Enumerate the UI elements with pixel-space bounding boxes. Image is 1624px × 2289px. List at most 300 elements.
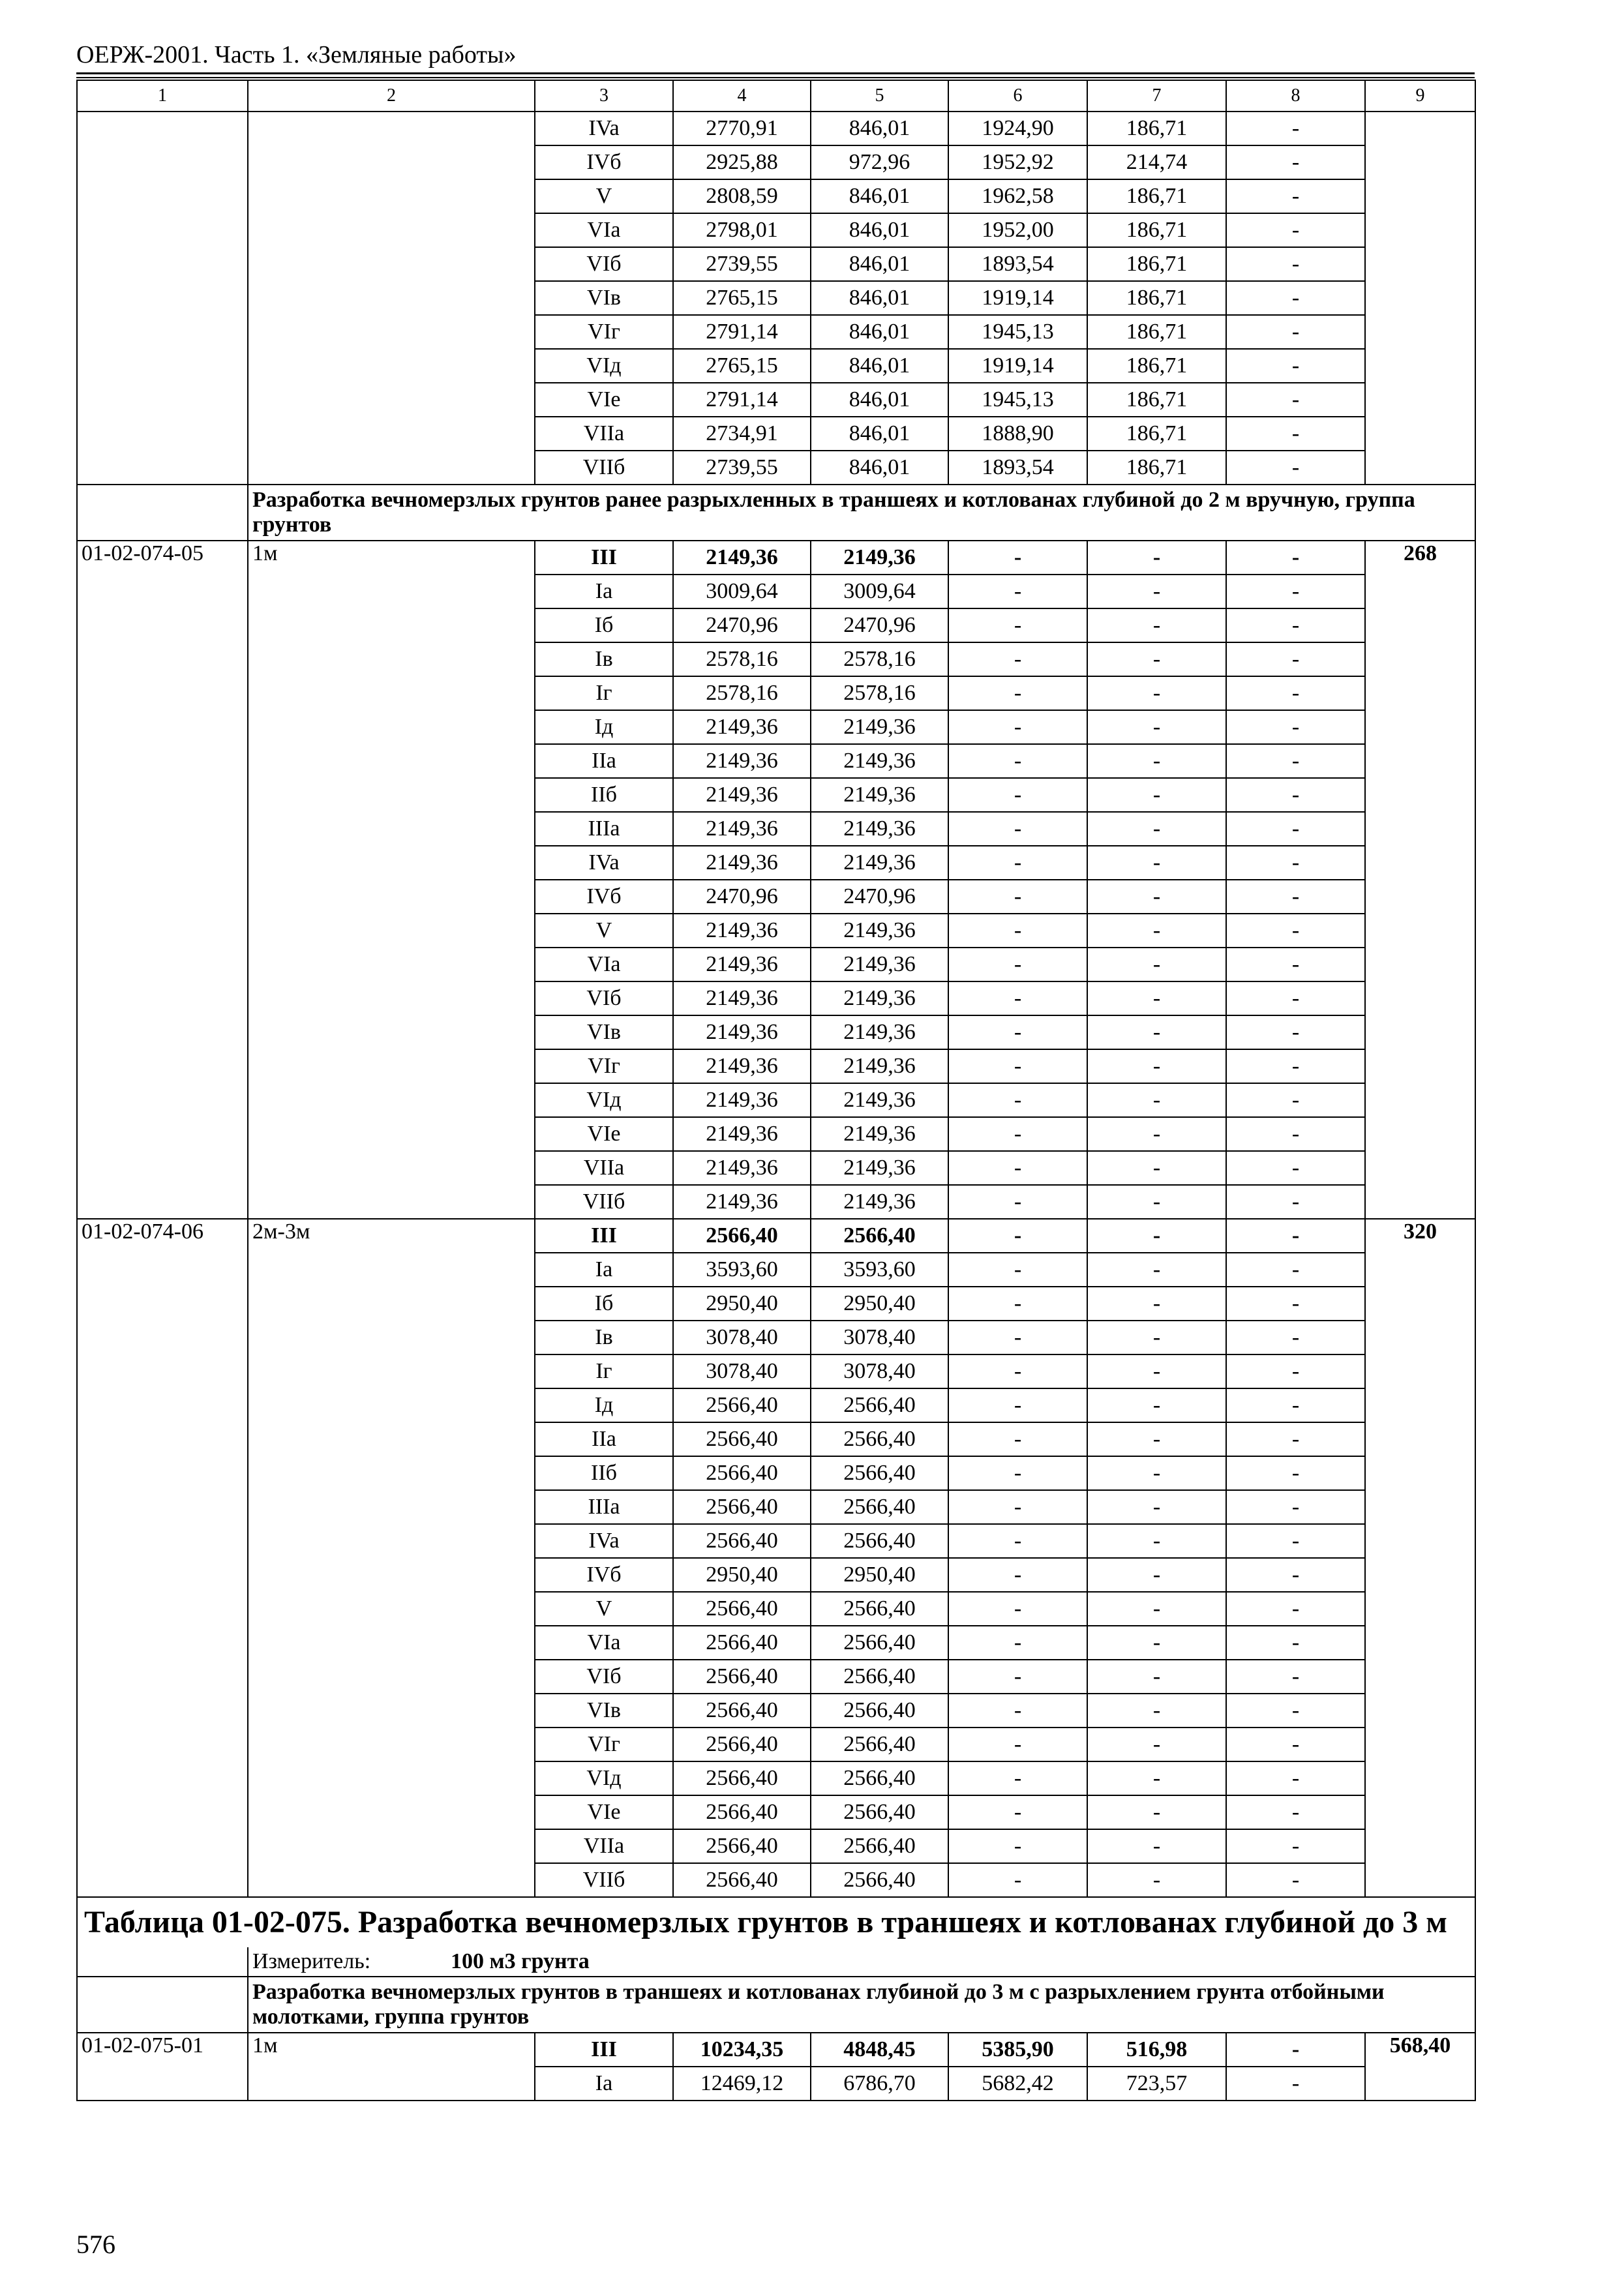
value-cell: - xyxy=(948,1185,1087,1219)
table-title: Таблица 01-02-075. Разработка вечномерзлых грунтов в траншеях и котлованах глубиной до 3 м xyxy=(77,1897,1475,1947)
value-cell: 2149,36 xyxy=(673,1185,811,1219)
value-cell: 2149,36 xyxy=(811,812,948,846)
value-cell: 2566,40 xyxy=(811,1219,948,1253)
running-header: ОЕРЖ-2001. Часть 1. «Земляные работы» xyxy=(76,41,517,68)
value-cell: 2566,40 xyxy=(673,1660,811,1694)
value-cell: 2950,40 xyxy=(811,1287,948,1321)
soil-group: Iд xyxy=(535,710,673,744)
value-cell: - xyxy=(1087,1321,1226,1354)
column-number: 7 xyxy=(1087,80,1226,112)
value-cell: 1952,92 xyxy=(948,145,1087,179)
value-cell: - xyxy=(1226,1694,1365,1728)
value-cell: 3593,60 xyxy=(811,1253,948,1287)
value-cell: 972,96 xyxy=(811,145,948,179)
value-cell: - xyxy=(1087,1388,1226,1422)
value-cell: - xyxy=(1226,880,1365,914)
value-cell: 2149,36 xyxy=(673,1083,811,1117)
value-cell: 2149,36 xyxy=(673,1117,811,1151)
value-cell: - xyxy=(1087,1490,1226,1524)
value-cell: - xyxy=(948,812,1087,846)
value-cell: - xyxy=(1226,1660,1365,1694)
value-cell: 10234,35 xyxy=(673,2033,811,2067)
value-cell: - xyxy=(1087,1422,1226,1456)
value-cell: - xyxy=(948,575,1087,608)
value-cell: - xyxy=(948,846,1087,880)
value-cell: 2149,36 xyxy=(673,914,811,948)
value-cell: - xyxy=(1087,880,1226,914)
soil-group: VIг xyxy=(535,1728,673,1761)
value-cell: 2566,40 xyxy=(811,1456,948,1490)
soil-group: IVб xyxy=(535,880,673,914)
value-cell: - xyxy=(948,1049,1087,1083)
value-cell: - xyxy=(1087,1626,1226,1660)
value-cell: 2925,88 xyxy=(673,145,811,179)
soil-group: VIв xyxy=(535,281,673,315)
value-cell: - xyxy=(948,1524,1087,1558)
soil-group: VIa xyxy=(535,948,673,981)
value-cell: - xyxy=(1226,451,1365,485)
value-cell: 846,01 xyxy=(811,451,948,485)
column-number-row xyxy=(77,80,1475,112)
soil-group: IVa xyxy=(535,1524,673,1558)
value-cell: - xyxy=(1087,541,1226,575)
value-cell: 846,01 xyxy=(811,112,948,145)
value-cell: 2566,40 xyxy=(811,1592,948,1626)
value-cell: - xyxy=(1226,1049,1365,1083)
value-cell: 2149,36 xyxy=(673,778,811,812)
soil-group: Ia xyxy=(535,2067,673,2101)
value-cell: - xyxy=(1226,642,1365,676)
section-title: Разработка вечномерзлых грунтов ранее разрыхленных в траншеях и котлованах глубиной до 2 м вручную, группа грунтов xyxy=(248,485,1475,541)
value-cell: - xyxy=(948,1354,1087,1388)
value-cell: 186,71 xyxy=(1087,349,1226,383)
column-number: 3 xyxy=(535,80,673,112)
value-cell: - xyxy=(1226,846,1365,880)
value-cell: 2808,59 xyxy=(673,179,811,213)
value-cell: - xyxy=(1226,676,1365,710)
value-cell: - xyxy=(1226,575,1365,608)
value-cell: - xyxy=(1087,1558,1226,1592)
value-cell: 3009,64 xyxy=(811,575,948,608)
value-cell: 2149,36 xyxy=(811,541,948,575)
value-cell: - xyxy=(948,608,1087,642)
value-cell: 2578,16 xyxy=(673,676,811,710)
rate-code: 01-02-074-05 xyxy=(77,541,248,1219)
value-cell: 1962,58 xyxy=(948,179,1087,213)
value-cell: 3009,64 xyxy=(673,575,811,608)
column-number: 2 xyxy=(248,80,535,112)
value-cell: - xyxy=(1087,1829,1226,1863)
page-number: 576 xyxy=(76,2230,115,2259)
col9-value xyxy=(1365,112,1475,485)
soil-group: IIIa xyxy=(535,812,673,846)
soil-group: VIб xyxy=(535,1660,673,1694)
value-cell: 2149,36 xyxy=(811,1151,948,1185)
header-rule xyxy=(76,72,1475,74)
value-cell: - xyxy=(948,1117,1087,1151)
value-cell: 186,71 xyxy=(1087,179,1226,213)
value-cell: 2149,36 xyxy=(673,948,811,981)
soil-group: Iг xyxy=(535,676,673,710)
soil-group: VIг xyxy=(535,315,673,349)
value-cell: - xyxy=(1087,1219,1226,1253)
value-cell: 2149,36 xyxy=(811,948,948,981)
value-cell: 186,71 xyxy=(1087,417,1226,451)
value-cell: - xyxy=(1226,1151,1365,1185)
rate-name: 1м xyxy=(248,2033,535,2101)
value-cell: 2566,40 xyxy=(811,1694,948,1728)
price-table xyxy=(76,80,1476,2101)
value-cell: - xyxy=(1226,1524,1365,1558)
value-cell: 2149,36 xyxy=(811,778,948,812)
soil-group: Iг xyxy=(535,1354,673,1388)
soil-group: Iб xyxy=(535,608,673,642)
value-cell: - xyxy=(1087,1795,1226,1829)
value-cell: - xyxy=(1226,247,1365,281)
value-cell: 5682,42 xyxy=(948,2067,1087,2101)
soil-group: VIIб xyxy=(535,1863,673,1897)
value-cell: - xyxy=(948,914,1087,948)
value-cell: 3078,40 xyxy=(673,1354,811,1388)
value-cell: - xyxy=(1226,1456,1365,1490)
column-number: 6 xyxy=(948,80,1087,112)
value-cell: - xyxy=(1087,642,1226,676)
soil-group: VIe xyxy=(535,1795,673,1829)
value-cell: - xyxy=(1087,1049,1226,1083)
soil-group: VIIб xyxy=(535,451,673,485)
value-cell: - xyxy=(1087,1592,1226,1626)
value-cell: 214,74 xyxy=(1087,145,1226,179)
value-cell: 2566,40 xyxy=(811,1388,948,1422)
value-cell: - xyxy=(1087,608,1226,642)
value-cell: 186,71 xyxy=(1087,247,1226,281)
value-cell: 2149,36 xyxy=(811,981,948,1015)
value-cell: - xyxy=(1087,948,1226,981)
value-cell: 2950,40 xyxy=(673,1287,811,1321)
value-cell: 1924,90 xyxy=(948,112,1087,145)
value-cell: 2149,36 xyxy=(673,981,811,1015)
value-cell: 2149,36 xyxy=(673,1049,811,1083)
value-cell: - xyxy=(1087,1117,1226,1151)
table-body xyxy=(77,80,1475,2101)
value-cell: - xyxy=(948,1490,1087,1524)
value-cell: 2149,36 xyxy=(811,1117,948,1151)
value-cell: 2566,40 xyxy=(673,1592,811,1626)
value-cell: - xyxy=(1226,1354,1365,1388)
value-cell: 2950,40 xyxy=(673,1558,811,1592)
value-cell: 2566,40 xyxy=(811,1490,948,1524)
value-cell: - xyxy=(1226,1558,1365,1592)
value-cell: 2770,91 xyxy=(673,112,811,145)
soil-group: VIг xyxy=(535,1049,673,1083)
soil-group: VIд xyxy=(535,1083,673,1117)
value-cell: 2149,36 xyxy=(673,541,811,575)
value-cell: 2149,36 xyxy=(811,1185,948,1219)
value-cell: - xyxy=(1087,1083,1226,1117)
measure-row xyxy=(77,1947,1475,1977)
value-cell: - xyxy=(948,1456,1087,1490)
value-cell: - xyxy=(1226,1287,1365,1321)
table-row xyxy=(77,2033,1475,2067)
value-cell: 2739,55 xyxy=(673,247,811,281)
value-cell: - xyxy=(948,1151,1087,1185)
soil-group: Ia xyxy=(535,1253,673,1287)
value-cell: 2566,40 xyxy=(673,1694,811,1728)
value-cell: 2566,40 xyxy=(811,1422,948,1456)
soil-group: VIa xyxy=(535,213,673,247)
soil-group: VIIa xyxy=(535,1151,673,1185)
soil-group: Iб xyxy=(535,1287,673,1321)
value-cell: 2765,15 xyxy=(673,281,811,315)
value-cell: - xyxy=(948,1558,1087,1592)
value-cell: - xyxy=(1226,145,1365,179)
value-cell: - xyxy=(1226,914,1365,948)
value-cell: - xyxy=(948,1829,1087,1863)
value-cell: 846,01 xyxy=(811,179,948,213)
value-cell: - xyxy=(1087,846,1226,880)
value-cell: 3593,60 xyxy=(673,1253,811,1287)
value-cell: - xyxy=(1226,1185,1365,1219)
value-cell: - xyxy=(1226,417,1365,451)
value-cell: 1919,14 xyxy=(948,349,1087,383)
value-cell: 3078,40 xyxy=(811,1354,948,1388)
value-cell: 2566,40 xyxy=(673,1388,811,1422)
soil-group: VIa xyxy=(535,1626,673,1660)
col9-value: 568,40 xyxy=(1365,2033,1475,2101)
value-cell: 186,71 xyxy=(1087,213,1226,247)
value-cell: 2566,40 xyxy=(673,1456,811,1490)
value-cell: 2578,16 xyxy=(673,642,811,676)
value-cell: - xyxy=(1226,608,1365,642)
section-title: Разработка вечномерзлых грунтов в траншеях и котлованах глубиной до 3 м с разрыхлением грунта отбойными молотками, группа грунтов xyxy=(248,1977,1475,2033)
table-row xyxy=(77,1219,1475,1253)
value-cell: 3078,40 xyxy=(811,1321,948,1354)
soil-group: VIIa xyxy=(535,1829,673,1863)
value-cell: - xyxy=(1226,315,1365,349)
value-cell: - xyxy=(1226,1863,1365,1897)
value-cell: 2470,96 xyxy=(673,880,811,914)
value-cell: - xyxy=(948,981,1087,1015)
value-cell: - xyxy=(1226,1015,1365,1049)
value-cell: 2566,40 xyxy=(673,1524,811,1558)
value-cell: - xyxy=(1226,281,1365,315)
soil-group: Iд xyxy=(535,1388,673,1422)
table-row xyxy=(77,541,1475,575)
soil-group: IIIa xyxy=(535,1490,673,1524)
value-cell: 2739,55 xyxy=(673,451,811,485)
section-row xyxy=(77,1977,1475,2033)
value-cell: 2149,36 xyxy=(673,1015,811,1049)
col9-value: 320 xyxy=(1365,1219,1475,1897)
rate-code: 01-02-074-06 xyxy=(77,1219,248,1897)
rate-name xyxy=(248,112,535,485)
soil-group: IVб xyxy=(535,145,673,179)
soil-group: IVa xyxy=(535,112,673,145)
value-cell: - xyxy=(1226,1253,1365,1287)
soil-group: IIб xyxy=(535,778,673,812)
value-cell: 186,71 xyxy=(1087,315,1226,349)
value-cell: 846,01 xyxy=(811,281,948,315)
value-cell: - xyxy=(1226,710,1365,744)
value-cell: 2566,40 xyxy=(811,1660,948,1694)
soil-group: VIд xyxy=(535,1761,673,1795)
soil-group: VIIб xyxy=(535,1185,673,1219)
soil-group: III xyxy=(535,541,673,575)
value-cell: - xyxy=(1087,1863,1226,1897)
value-cell: 2578,16 xyxy=(811,642,948,676)
value-cell: 846,01 xyxy=(811,247,948,281)
value-cell: 846,01 xyxy=(811,315,948,349)
soil-group: Ia xyxy=(535,575,673,608)
rate-name: 1м xyxy=(248,541,535,1219)
value-cell: - xyxy=(1226,213,1365,247)
value-cell: - xyxy=(948,1253,1087,1287)
value-cell: 5385,90 xyxy=(948,2033,1087,2067)
value-cell: 1893,54 xyxy=(948,451,1087,485)
value-cell: - xyxy=(1226,541,1365,575)
value-cell: 2578,16 xyxy=(811,676,948,710)
soil-group: VIб xyxy=(535,247,673,281)
value-cell: 2566,40 xyxy=(811,1728,948,1761)
column-number: 4 xyxy=(673,80,811,112)
value-cell: 186,71 xyxy=(1087,112,1226,145)
value-cell: 3078,40 xyxy=(673,1321,811,1354)
value-cell: - xyxy=(1087,744,1226,778)
value-cell: 2566,40 xyxy=(673,1728,811,1761)
value-cell: - xyxy=(1087,778,1226,812)
value-cell: 2149,36 xyxy=(673,710,811,744)
value-cell: - xyxy=(1226,1388,1365,1422)
value-cell: - xyxy=(1226,1626,1365,1660)
value-cell: - xyxy=(948,1795,1087,1829)
value-cell: - xyxy=(1226,1795,1365,1829)
value-cell: 2149,36 xyxy=(673,812,811,846)
value-cell: - xyxy=(1087,1660,1226,1694)
soil-group: V xyxy=(535,179,673,213)
soil-group: IIa xyxy=(535,1422,673,1456)
value-cell: - xyxy=(1226,349,1365,383)
value-cell: 2149,36 xyxy=(811,710,948,744)
value-cell: - xyxy=(1087,1185,1226,1219)
value-cell: - xyxy=(1087,914,1226,948)
value-cell: - xyxy=(948,541,1087,575)
value-cell: 1893,54 xyxy=(948,247,1087,281)
value-cell: - xyxy=(1226,1117,1365,1151)
value-cell: - xyxy=(948,744,1087,778)
value-cell: 846,01 xyxy=(811,349,948,383)
table-title-row xyxy=(77,1897,1475,1947)
column-number: 9 xyxy=(1365,80,1475,112)
value-cell: 2470,96 xyxy=(811,880,948,914)
soil-group: III xyxy=(535,2033,673,2067)
value-cell: - xyxy=(1226,1083,1365,1117)
value-cell: 2566,40 xyxy=(673,1422,811,1456)
soil-group: VIe xyxy=(535,1117,673,1151)
soil-group: V xyxy=(535,1592,673,1626)
value-cell: - xyxy=(948,1015,1087,1049)
value-cell: 2566,40 xyxy=(811,1524,948,1558)
value-cell: 2765,15 xyxy=(673,349,811,383)
value-cell: 2470,96 xyxy=(673,608,811,642)
value-cell: 2566,40 xyxy=(673,1829,811,1863)
value-cell: 2950,40 xyxy=(811,1558,948,1592)
value-cell: - xyxy=(1226,1728,1365,1761)
value-cell: 2566,40 xyxy=(673,1219,811,1253)
value-cell: - xyxy=(1087,1456,1226,1490)
soil-group: IIa xyxy=(535,744,673,778)
value-cell: 846,01 xyxy=(811,383,948,417)
value-cell: 2470,96 xyxy=(811,608,948,642)
rate-name: 2м-3м xyxy=(248,1219,535,1897)
value-cell: - xyxy=(1087,1694,1226,1728)
col9-value: 268 xyxy=(1365,541,1475,1219)
value-cell: 1919,14 xyxy=(948,281,1087,315)
value-cell: 2791,14 xyxy=(673,315,811,349)
empty-cell xyxy=(77,1977,248,2033)
value-cell: - xyxy=(948,1863,1087,1897)
rate-code xyxy=(77,112,248,485)
value-cell: - xyxy=(948,1287,1087,1321)
value-cell: - xyxy=(948,710,1087,744)
value-cell: - xyxy=(1226,112,1365,145)
value-cell: - xyxy=(1087,1151,1226,1185)
soil-group: Iв xyxy=(535,642,673,676)
value-cell: 846,01 xyxy=(811,213,948,247)
column-number: 5 xyxy=(811,80,948,112)
value-cell: - xyxy=(1226,1829,1365,1863)
soil-group: IVa xyxy=(535,846,673,880)
value-cell: 2734,91 xyxy=(673,417,811,451)
value-cell: - xyxy=(1226,179,1365,213)
value-cell: - xyxy=(1087,710,1226,744)
value-cell: 2149,36 xyxy=(811,1015,948,1049)
value-cell: - xyxy=(948,1592,1087,1626)
value-cell: 1945,13 xyxy=(948,383,1087,417)
value-cell: - xyxy=(1226,1592,1365,1626)
value-cell: - xyxy=(1087,1287,1226,1321)
empty-cell xyxy=(77,1947,248,1977)
rate-code: 01-02-075-01 xyxy=(77,2033,248,2101)
column-number: 1 xyxy=(77,80,248,112)
soil-group: VIв xyxy=(535,1015,673,1049)
soil-group: IIб xyxy=(535,1456,673,1490)
value-cell: - xyxy=(1087,1354,1226,1388)
value-cell: 2566,40 xyxy=(811,1626,948,1660)
value-cell: - xyxy=(1087,812,1226,846)
value-cell: - xyxy=(948,1083,1087,1117)
value-cell: 6786,70 xyxy=(811,2067,948,2101)
value-cell: - xyxy=(1226,1490,1365,1524)
value-cell: - xyxy=(948,1422,1087,1456)
value-cell: 1888,90 xyxy=(948,417,1087,451)
value-cell: - xyxy=(1087,676,1226,710)
value-cell: - xyxy=(948,1694,1087,1728)
value-cell: 186,71 xyxy=(1087,451,1226,485)
value-cell: - xyxy=(948,778,1087,812)
soil-group: VIIa xyxy=(535,417,673,451)
value-cell: - xyxy=(1226,1219,1365,1253)
soil-group: VIд xyxy=(535,349,673,383)
value-cell: 2149,36 xyxy=(811,1083,948,1117)
value-cell: - xyxy=(1226,1321,1365,1354)
value-cell: - xyxy=(1226,383,1365,417)
value-cell: - xyxy=(1226,948,1365,981)
measure-label: Измеритель: xyxy=(252,1949,371,1973)
value-cell: 2566,40 xyxy=(673,1795,811,1829)
value-cell: 2149,36 xyxy=(673,1151,811,1185)
value-cell: - xyxy=(1226,744,1365,778)
value-cell: 2566,40 xyxy=(811,1829,948,1863)
